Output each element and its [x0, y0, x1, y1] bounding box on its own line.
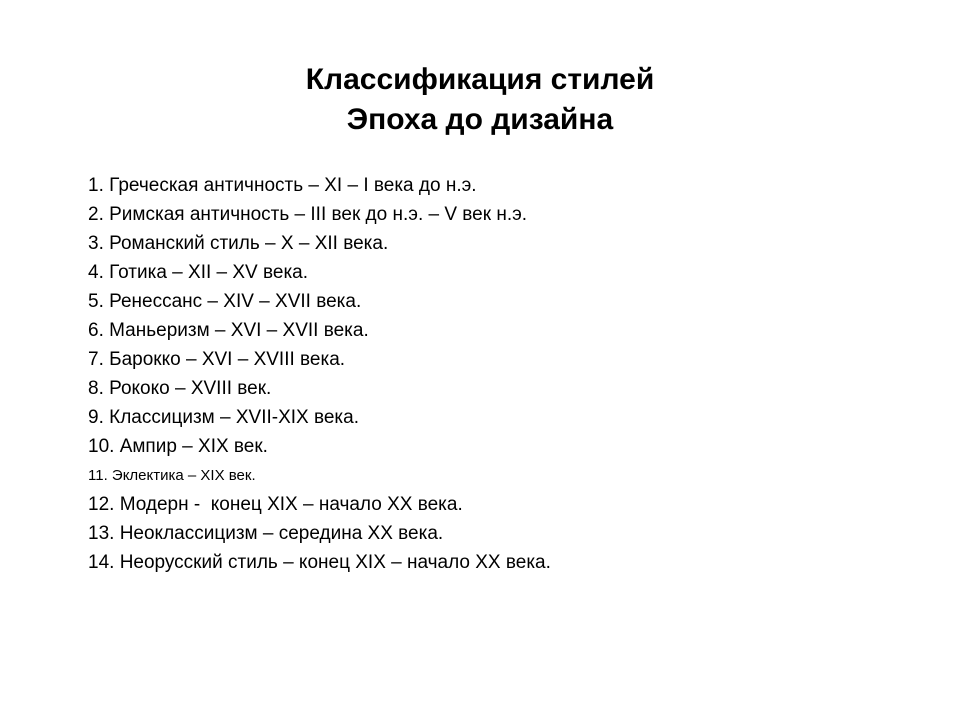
title-line-1: Классификация стилей [305, 63, 655, 96]
list-item: 12. Модерн - конец XIX – начало XX века. [88, 494, 463, 515]
list-item: 13. Неоклассицизм – середина XX века. [88, 523, 444, 544]
list-item: 5. Ренессанс – XIV – XVII века. [88, 291, 362, 312]
title-line-2: Эпоха до дизайна [346, 103, 614, 136]
list-item: 2. Римская античность – III век до н.э. – V век н.э. [88, 204, 528, 225]
list-item: 6. Маньеризм – XVI – XVII века. [88, 320, 369, 341]
list-item: 11. Эклектика – XIX век. [88, 467, 256, 484]
list-item: 9. Классицизм – XVII-XIX века. [88, 407, 360, 428]
list-item: 8. Рококо – XVIII век. [88, 378, 272, 399]
style-list [88, 171, 908, 577]
list-item: 4. Готика – XII – XV века. [88, 262, 309, 283]
slide-title [0, 60, 960, 140]
list-item: 3. Романский стиль – X – XII века. [88, 233, 389, 254]
list-item: 14. Неорусский стиль – конец XIX – начало XX века. [88, 552, 551, 573]
list-item: 1. Греческая античность – XI – I века до н.э. [88, 175, 477, 196]
list-item: 10. Ампир – XIX век. [88, 436, 268, 457]
list-item: 7. Барокко – XVI – XVIII века. [88, 349, 346, 370]
